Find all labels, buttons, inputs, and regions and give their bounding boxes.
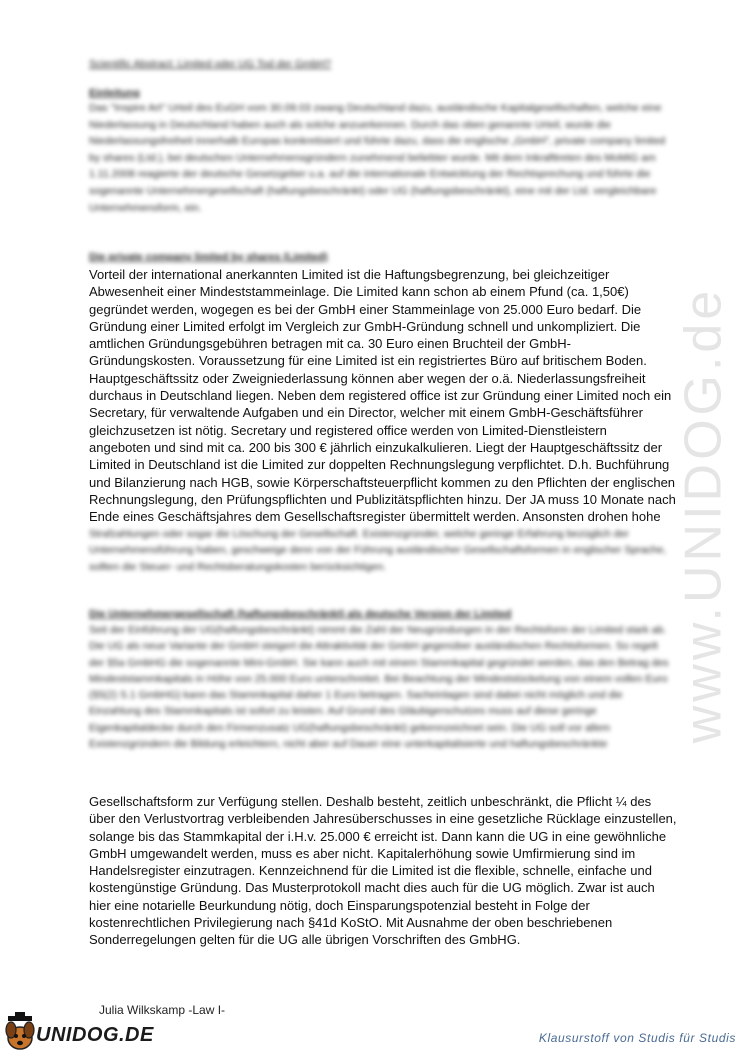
limited-paragraph-tail: Strafzahlungen oder sogar die Löschung der Gesellschaft. Existenzgründer, welche geringe Erfahrung bezüglich der Unternehmensführung haben, geschweige denn von der Führung ausländischer Gesellschaftsformen in englischer Sprache, sollten die Steuer- und Rechtsberatungskosten berücksichtigen. [89, 528, 667, 573]
text-line: Gesellschaftsform zur Verfügung stellen. Deshalb besteht, zeitlich unbeschränkt, die Pflicht ¼ des [89, 794, 652, 809]
limited-heading: Die private company limited by shares (Limited) [89, 251, 328, 263]
text-line: Abwesenheit einer Mindeststammeinlage. Die Limited kann schon ab einem Pfund (ca. 1,50€) [89, 284, 629, 300]
text-line: Gründung einer Limited erfolgt im Vergleich zur GmbH-Gründung schnell und unkompliziert. Die [89, 318, 641, 334]
text-line: gleichzusetzen ist nötig. Secretary und registered office werden von Limited-Dienstleistern [89, 422, 607, 438]
text-line: Hauptgeschäftssitz oder Zweigniederlassung können aber wegen der o.ä. Niederlassungsfreiheit [89, 370, 646, 386]
footer-author: Julia Wilkskamp -Law I- [99, 1003, 226, 1017]
text-line: Handelsregister einzutragen. Kennzeichnend für die Limited ist die flexible, schnelle, einfache und [89, 863, 652, 879]
dog-icon [6, 1012, 34, 1049]
ug-heading: Die Unternehmergesellschaft (haftungsbeschränkt) als deutsche Version der Limited [89, 608, 512, 620]
ug-paragraph [89, 793, 677, 949]
text-line: Sonderregelungen gelten für die UG alle übrigen Vorschriften des GmbHG. [89, 932, 521, 948]
text-line: und Bilanzierung nach HGB, sowie Körperschaftsteuerpflicht kommen zu den Pflichten der englischen [89, 474, 676, 490]
text-line: Gründungskosten. Voraussetzung für eine Limited ist ein registriertes Büro auf britischem Boden. [89, 353, 647, 369]
document-title: Scientific Abstract: Limited oder UG Tod der GmbH? [89, 58, 331, 70]
watermark [668, 286, 738, 744]
limited-paragraph [89, 266, 676, 525]
text-line: Rechnungslegung, den Prüfungspflichten und Publizitätspflichten hinzu. Der JA muss 10 Monate nach [89, 491, 676, 507]
text-line: Secretary, für verwaltende Aufgaben und ein Director, welcher mit einem GmbH-Geschäftsführer [89, 405, 643, 421]
text-line: GmbH umgewandelt werden, muss es aber nicht. Kapitalerhöhung sowie Umfirmierung sind im [89, 845, 636, 861]
text-line: über den Verlustvortrag verbleibenden Jahresüberschusses in eine gesetzliche Rücklage einzustellen, [89, 811, 677, 827]
logo-text: UNIDOG.DE [36, 1024, 154, 1046]
text-line: solange bis das Stammkapital der i.H.v. 25.000 € erreicht ist. Dann kann die UG in eine gewöhnliche [89, 828, 667, 844]
text-line: Ende eines Geschäftsjahres dem Gesellschaftsregister übermittelt werden. Ansonsten drohen hohe [89, 509, 661, 525]
text-line: amtlichen Gründungsgebühren betragen mit ca. 30 Euro einen Bruchteil der GmbH- [89, 336, 571, 352]
text-line: kostengünstige Gründung. Das Musterprotokoll macht dies auch für die UG möglich. Zwar ist auch [89, 880, 655, 896]
text-line: hier eine notarielle Beurkundung nötig, doch Einsparungspotenzial besteht in Folge der [89, 897, 590, 913]
text-line: angeboten und sind mit ca. 200 bis 300 € jährlich einzukalkulieren. Liegt der Hauptgeschäftssitz der [89, 439, 663, 455]
text-line: durchaus in Deutschland liegen. Neben dem registered office ist zur Gründung einer Limited noch ein [89, 388, 672, 404]
footer-tagline: Klausurstoff von Studis für Studis [538, 1031, 736, 1045]
text-line: gegründet werden, wogegen es bei der GmbH einer Stammeinlage von 25.000 Euro bedarf. Die [89, 301, 642, 317]
text-line: Vorteil der international anerkannten Limited ist die Haftungsbegrenzung, bei gleichzeitiger [89, 267, 610, 282]
text-line: Limited in Deutschland ist die Limited zur doppelten Rechnungslegung verpflichtet. D.h. Buchführung [89, 457, 670, 473]
watermark-text: www.UNIDOG.de [674, 286, 732, 744]
text-line: kostenrechtlichen Privilegierung nach §41d KoStO. Mit Ausnahme der oben beschriebenen [89, 915, 613, 931]
intro-paragraph: Das "Inspire Art" Urteil des EuGH vom 30.09.03 zwang Deutschland dazu, ausländische Kapitalgesellschaften, welche eine Niederlassung in Deutschland haben auch als solche anzuerkennen. Durch das oben genannte Urteil, wurde die Niederlassungsfreiheit innerhalb Europas konkretisiert und führte dazu, dass die englische „GmbH", private company limited by shares (Ltd.), bei deutschen Unternehmensgründern zunehmend beliebter wurde. Mit dem Inkrafttreten des MoMiG am 1.11.2008 reagierte der deutsche Gesetzgeber u.a. auf die internationale Entwicklung der Rechtsprechung und führte die sogenannte Unternehmergesellschaft (haftungsbeschränkt) oder UG (haftungsbeschränkt), eine mit der Ltd. vergleichbare Unternehmensform, ein. [89, 102, 666, 214]
intro-heading: Einleitung [89, 87, 140, 99]
ug-paragraph-blurred: Seit der Einführung der UG(haftungsbeschränkt) nimmt die Zahl der Neugründungen in der Rechtsform der Limited stark ab. Die UG als neue Variante der GmbH steigert die Attraktivität der GmbH gegenüber ausländischen Rechtsformen. So regelt der §5a GmbHG die sogenannte Mini-GmbH. Sie kann auch mit einem Stammkapital gegründet werden, das den Betrag des Mindeststammkapitals in Höhe von 25.000 Euro unterschreitet. Bei Beachtung der Mindeststückelung von einem vollen Euro (§5(2) S.1 GmbHG) kann das Stammkapital daher 1 Euro betragen. Sacheinlagen sind dabei nicht möglich und die Einzahlung des Stammkapitals ist sofort zu leisten. Auf Grund des Gläubigerschutzes muss auf diese geringe Eigenkapitaldecke durch den Firmenzusatz UG(haftungsbeschränkt) gekennzeichnet sein. Die UG soll vor allem Existenzgründern die Bildung erleichtern, nicht aber auf Dauer eine unterkapitalisierte und haftungsbeschränkte [89, 624, 669, 751]
